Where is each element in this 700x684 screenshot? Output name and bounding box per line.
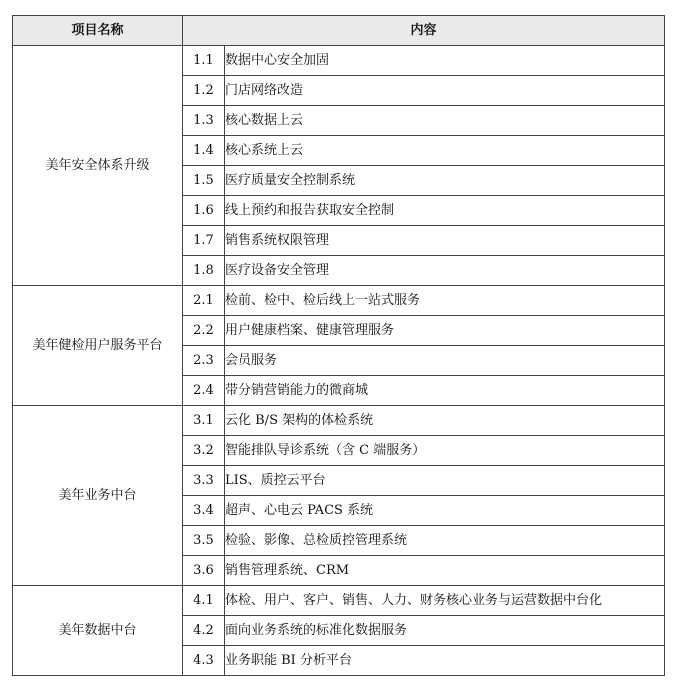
project-name-cell: 美年健检用户服务平台 [13, 286, 183, 406]
item-number-cell: 2.1 [183, 286, 225, 316]
item-content-cell: 核心数据上云 [225, 106, 665, 136]
item-number-cell: 2.3 [183, 346, 225, 376]
item-content-cell: 会员服务 [225, 346, 665, 376]
item-number-cell: 3.5 [183, 526, 225, 556]
item-number-cell: 1.4 [183, 136, 225, 166]
header-project: 项目名称 [13, 16, 183, 46]
item-number-cell: 1.1 [183, 46, 225, 76]
header-content: 内容 [183, 16, 665, 46]
item-content-cell: 超声、心电云 PACS 系统 [225, 496, 665, 526]
item-content-cell: 检前、检中、检后线上一站式服务 [225, 286, 665, 316]
item-number-cell: 1.8 [183, 256, 225, 286]
item-number-cell: 1.6 [183, 196, 225, 226]
project-content-table [12, 15, 665, 676]
item-content-cell: 门店网络改造 [225, 76, 665, 106]
header-row [13, 16, 665, 46]
item-content-cell: 销售管理系统、CRM [225, 556, 665, 586]
item-number-cell: 3.3 [183, 466, 225, 496]
item-number-cell: 3.4 [183, 496, 225, 526]
project-name-cell: 美年业务中台 [13, 406, 183, 586]
item-content-cell: 医疗质量安全控制系统 [225, 166, 665, 196]
item-number-cell: 3.1 [183, 406, 225, 436]
item-content-cell: 体检、用户、客户、销售、人力、财务核心业务与运营数据中台化 [225, 586, 665, 616]
item-number-cell: 1.3 [183, 106, 225, 136]
item-number-cell: 1.2 [183, 76, 225, 106]
item-content-cell: 业务职能 BI 分析平台 [225, 646, 665, 676]
item-content-cell: 面向业务系统的标准化数据服务 [225, 616, 665, 646]
item-number-cell: 3.6 [183, 556, 225, 586]
project-name-cell: 美年数据中台 [13, 586, 183, 676]
item-number-cell: 4.1 [183, 586, 225, 616]
table-row [13, 286, 665, 316]
item-number-cell: 1.5 [183, 166, 225, 196]
item-content-cell: LIS、质控云平台 [225, 466, 665, 496]
project-name-cell: 美年安全体系升级 [13, 46, 183, 286]
item-number-cell: 2.4 [183, 376, 225, 406]
item-content-cell: 用户健康档案、健康管理服务 [225, 316, 665, 346]
item-number-cell: 4.3 [183, 646, 225, 676]
table-row [13, 586, 665, 616]
table-body [13, 46, 665, 676]
item-content-cell: 医疗设备安全管理 [225, 256, 665, 286]
item-content-cell: 智能排队导诊系统（含 C 端服务） [225, 436, 665, 466]
item-content-cell: 销售系统权限管理 [225, 226, 665, 256]
item-number-cell: 3.2 [183, 436, 225, 466]
table-row [13, 46, 665, 76]
table-row [13, 406, 665, 436]
item-content-cell: 数据中心安全加固 [225, 46, 665, 76]
item-content-cell: 核心系统上云 [225, 136, 665, 166]
item-number-cell: 4.2 [183, 616, 225, 646]
item-content-cell: 线上预约和报告获取安全控制 [225, 196, 665, 226]
item-number-cell: 1.7 [183, 226, 225, 256]
item-content-cell: 检验、影像、总检质控管理系统 [225, 526, 665, 556]
item-content-cell: 云化 B/S 架构的体检系统 [225, 406, 665, 436]
item-number-cell: 2.2 [183, 316, 225, 346]
item-content-cell: 带分销营销能力的微商城 [225, 376, 665, 406]
